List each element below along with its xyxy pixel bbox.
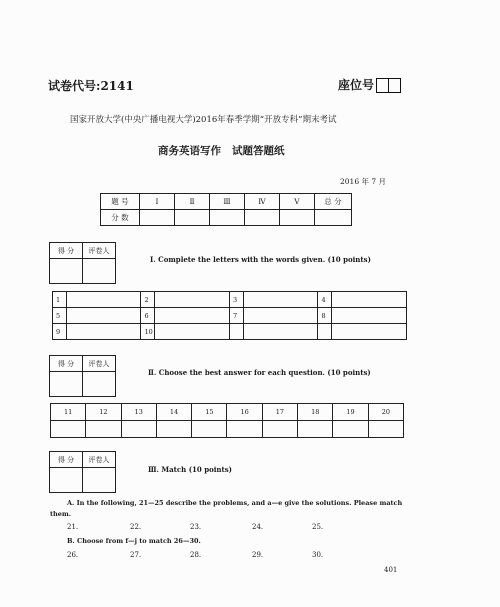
page-number: 401 bbox=[384, 566, 398, 574]
grader-box-3 bbox=[49, 451, 116, 493]
score-table bbox=[100, 193, 352, 226]
answer-number bbox=[318, 324, 332, 340]
match-number: 28. bbox=[190, 551, 202, 559]
answer-row bbox=[53, 324, 407, 340]
match-number: 30. bbox=[312, 551, 324, 559]
score-header-cell: Ⅳ bbox=[245, 194, 280, 210]
match-number: 24. bbox=[252, 523, 264, 531]
grader-sign-cell[interactable] bbox=[83, 372, 116, 397]
grader-label: 评卷人 bbox=[83, 356, 116, 372]
answer-cell[interactable] bbox=[66, 324, 141, 340]
mc-number: 14 bbox=[156, 404, 191, 421]
mc-number: 15 bbox=[192, 404, 227, 421]
seat-label: 座位号 bbox=[338, 78, 375, 92]
score-header-cell: Ⅰ bbox=[140, 194, 175, 210]
score-header-cell: 总 分 bbox=[315, 194, 352, 210]
answer-cell[interactable] bbox=[243, 292, 318, 308]
answer-number: 8 bbox=[318, 308, 332, 324]
section1-instruction: Ⅰ. Complete the letters with the words given. (10 points) bbox=[150, 255, 371, 264]
mc-number: 20 bbox=[368, 404, 403, 421]
grader-score-label: 得 分 bbox=[50, 356, 83, 372]
mc-answer-cell[interactable] bbox=[192, 421, 227, 438]
mc-answer-cell[interactable] bbox=[298, 421, 333, 438]
mc-number-row bbox=[51, 404, 404, 421]
grader-box-2 bbox=[49, 355, 116, 397]
score-row-label: 分 数 bbox=[101, 210, 140, 226]
score-cell[interactable] bbox=[245, 210, 280, 226]
grader-score-label: 得 分 bbox=[50, 452, 83, 468]
paper-code bbox=[48, 77, 134, 94]
score-cell[interactable] bbox=[315, 210, 352, 226]
answer-number: 10 bbox=[141, 324, 155, 340]
score-header-cell: Ⅱ bbox=[175, 194, 210, 210]
match-number: 27. bbox=[130, 551, 142, 559]
answer-number: 2 bbox=[141, 292, 155, 308]
score-header-cell: Ⅴ bbox=[280, 194, 315, 210]
seat-number bbox=[338, 76, 401, 93]
grader-score-cell[interactable] bbox=[50, 259, 83, 284]
mc-number: 16 bbox=[227, 404, 262, 421]
answer-number: 1 bbox=[53, 292, 67, 308]
grader-label: 评卷人 bbox=[83, 452, 116, 468]
grader-score-cell[interactable] bbox=[50, 468, 83, 493]
grader-label: 评卷人 bbox=[83, 243, 116, 259]
grader-box-1 bbox=[49, 242, 116, 284]
mc-answer-cell[interactable] bbox=[368, 421, 403, 438]
answer-cell[interactable] bbox=[243, 324, 318, 340]
section3-part-a: A. In the following, 21—25 describe the problems, and a—e give the solutions. Please match them. bbox=[50, 499, 403, 518]
paper-code-label: 试卷代号: bbox=[48, 79, 101, 93]
mc-number: 17 bbox=[262, 404, 297, 421]
mc-answer-cell[interactable] bbox=[333, 421, 368, 438]
mc-answer-cell[interactable] bbox=[86, 421, 121, 438]
mc-answer-cell[interactable] bbox=[121, 421, 156, 438]
match-number: 23. bbox=[190, 523, 202, 531]
answer-row bbox=[53, 308, 407, 324]
grader-score-cell[interactable] bbox=[50, 372, 83, 397]
page-title: 商务英语写作 试题答题纸 bbox=[158, 145, 285, 157]
mc-answer-cell[interactable] bbox=[51, 421, 86, 438]
grader-sign-cell[interactable] bbox=[83, 259, 116, 284]
answer-number: 4 bbox=[318, 292, 332, 308]
score-cell[interactable] bbox=[280, 210, 315, 226]
answer-cell[interactable] bbox=[155, 308, 230, 324]
mc-number: 13 bbox=[121, 404, 156, 421]
answer-cell[interactable] bbox=[332, 324, 407, 340]
answer-number bbox=[229, 324, 243, 340]
mc-answer-cell[interactable] bbox=[262, 421, 297, 438]
mc-number: 18 bbox=[298, 404, 333, 421]
answer-number: 7 bbox=[229, 308, 243, 324]
match-number: 26. bbox=[67, 551, 79, 559]
answer-cell[interactable] bbox=[66, 308, 141, 324]
answer-number: 5 bbox=[53, 308, 67, 324]
answer-cell[interactable] bbox=[332, 308, 407, 324]
section2-answer-grid bbox=[50, 403, 404, 438]
score-table-header-row bbox=[101, 194, 352, 210]
grader-score-label: 得 分 bbox=[50, 243, 83, 259]
mc-number: 11 bbox=[51, 404, 86, 421]
section1-answer-grid bbox=[52, 291, 407, 340]
answer-number: 3 bbox=[229, 292, 243, 308]
match-number: 25. bbox=[312, 523, 324, 531]
score-cell[interactable] bbox=[140, 210, 175, 226]
match-number: 22. bbox=[130, 523, 142, 531]
score-cell[interactable] bbox=[210, 210, 245, 226]
answer-cell[interactable] bbox=[243, 308, 318, 324]
answer-number: 9 bbox=[53, 324, 67, 340]
mc-answer-row bbox=[51, 421, 404, 438]
answer-number: 6 bbox=[141, 308, 155, 324]
answer-cell[interactable] bbox=[155, 324, 230, 340]
match-number: 21. bbox=[67, 523, 79, 531]
score-header-cell: 题 号 bbox=[101, 194, 140, 210]
mc-number: 12 bbox=[86, 404, 121, 421]
mc-number: 19 bbox=[333, 404, 368, 421]
mc-answer-cell[interactable] bbox=[227, 421, 262, 438]
answer-cell[interactable] bbox=[66, 292, 141, 308]
paper-code-value: 2141 bbox=[100, 79, 134, 93]
exam-date: 2016 年 7 月 bbox=[340, 177, 387, 186]
score-header-cell: Ⅲ bbox=[210, 194, 245, 210]
grader-sign-cell[interactable] bbox=[83, 468, 116, 493]
answer-cell[interactable] bbox=[332, 292, 407, 308]
institution-line: 国家开放大学(中央广播电视大学)2016年春季学期“开放专科”期末考试 bbox=[70, 115, 337, 125]
section2-instruction: Ⅱ. Choose the best answer for each question. (10 points) bbox=[148, 368, 371, 377]
match-number: 29. bbox=[252, 551, 264, 559]
mc-answer-cell[interactable] bbox=[156, 421, 191, 438]
score-cell[interactable] bbox=[175, 210, 210, 226]
score-table-value-row bbox=[101, 210, 352, 226]
answer-row bbox=[53, 292, 407, 308]
section3-part-b: B. Choose from f—j to match 26—30. bbox=[67, 537, 201, 545]
section3-instruction: Ⅲ. Match (10 points) bbox=[148, 465, 232, 474]
answer-cell[interactable] bbox=[155, 292, 230, 308]
seat-box-2[interactable] bbox=[388, 78, 401, 93]
